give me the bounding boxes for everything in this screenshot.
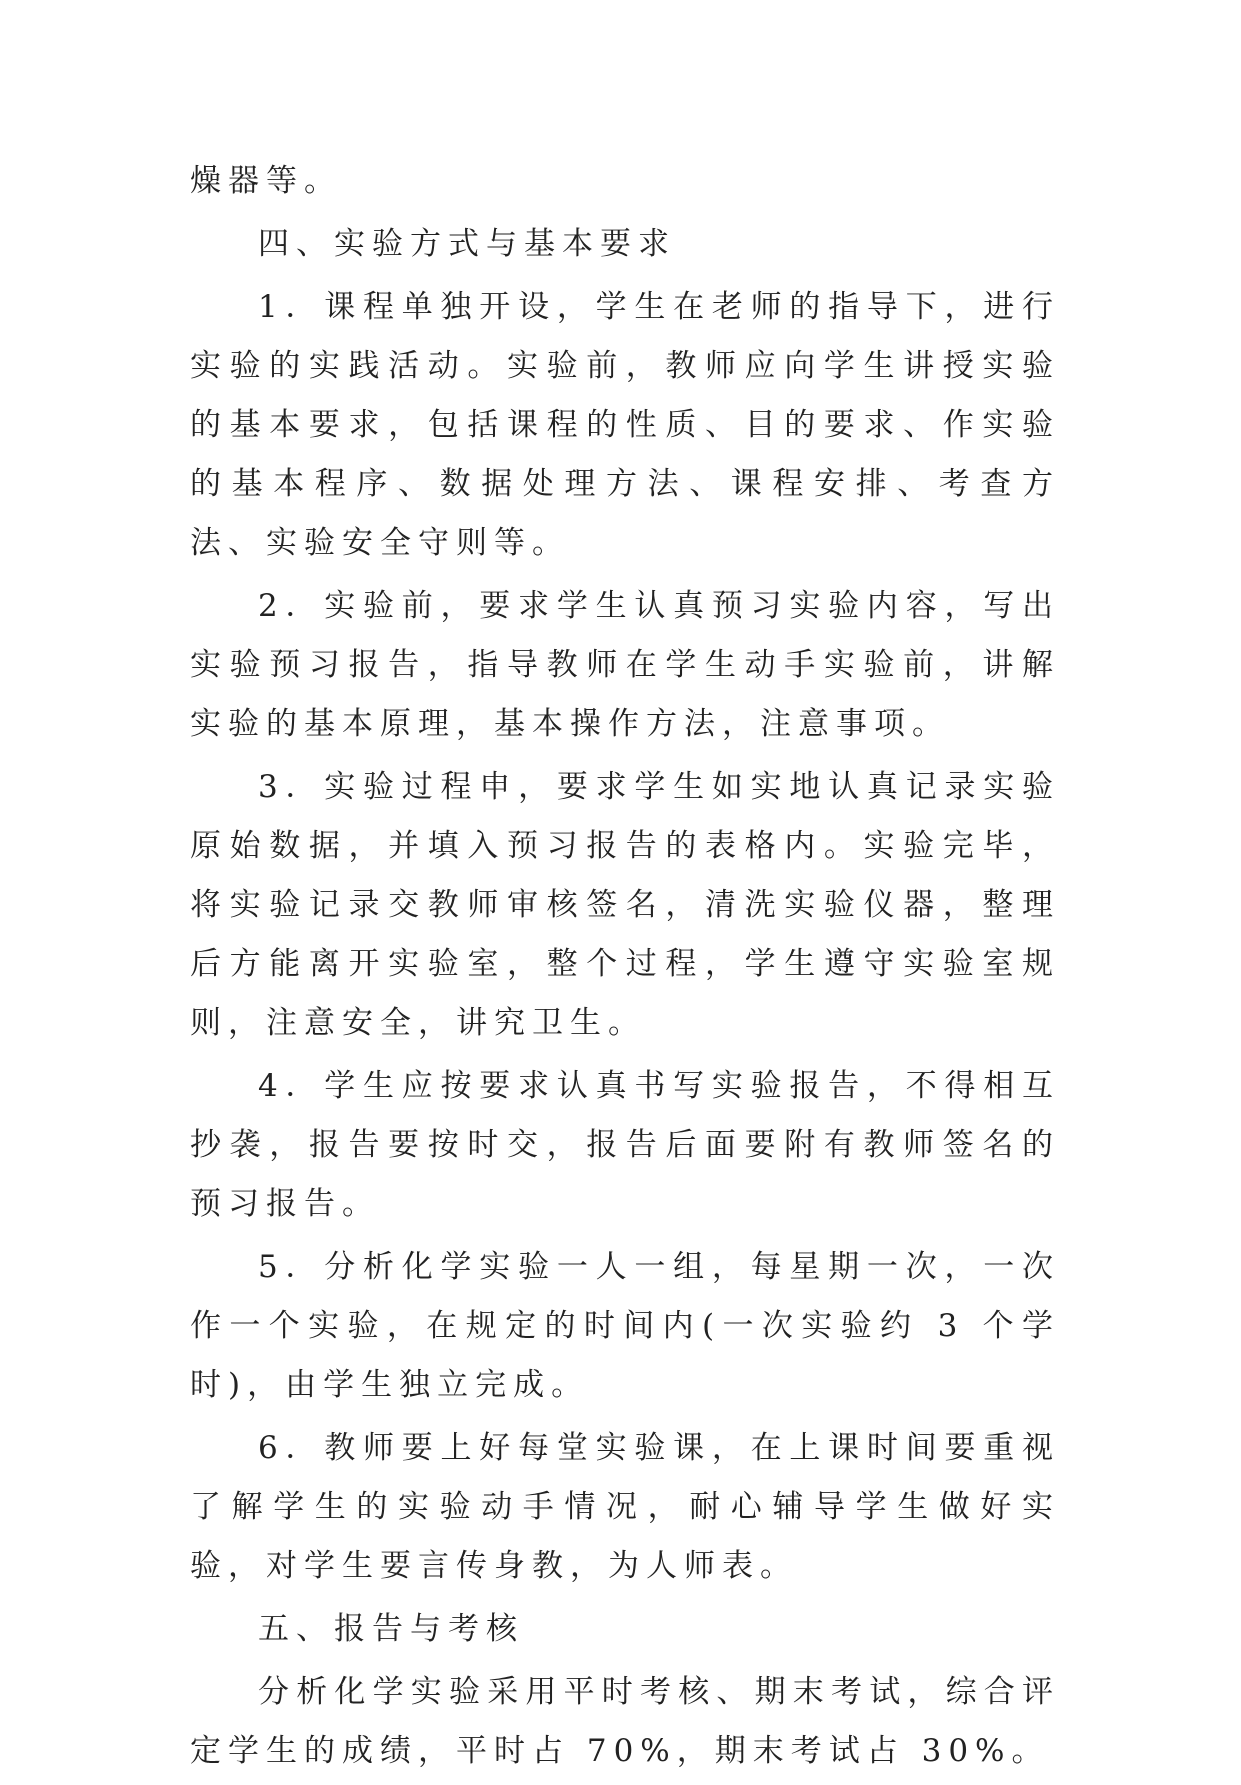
paragraph-continuation: 燥器等。 bbox=[190, 163, 342, 199]
paragraph-item-3: 3．实验过程申，要求学生如实地认真记录实验原始数据，并填入预习报告的表格内。实验完毕，将实验记录交教师审核签名，清洗实验仪器，整理后方能离开实验室，整个过程，学生遵守实验室规则，注意安全，讲究卫生。 bbox=[190, 769, 1060, 1041]
document-page bbox=[190, 152, 1060, 1785]
paragraph-item-1: 1．课程单独开设，学生在老师的指导下，进行实验的实践活动。实验前，教师应向学生讲授实验的基本要求，包括课程的性质、目的要求、作实验的基本程序、数据处理方法、课程安排、考查方法、实验安全守则等。 bbox=[190, 289, 1060, 561]
paragraph-assessment: 分析化学实验采用平时考核、期末考试，综合评定学生的成绩，平时占 70%，期末考试占 30%。 bbox=[190, 1674, 1060, 1769]
paragraph-item-2: 2．实验前，要求学生认真预习实验内容，写出实验预习报告，指导教师在学生动手实验前，讲解实验的基本原理，基本操作方法，注意事项。 bbox=[190, 588, 1060, 742]
section-heading-5: 五、报告与考核 bbox=[258, 1611, 524, 1647]
section-heading-4: 四、实验方式与基本要求 bbox=[258, 226, 676, 262]
paragraph-item-4: 4．学生应按要求认真书写实验报告，不得相互抄袭，报告要按时交，报告后面要附有教师签名的预习报告。 bbox=[190, 1068, 1060, 1222]
paragraph-item-6: 6．教师要上好每堂实验课，在上课时间要重视了解学生的实验动手情况，耐心辅导学生做好实验，对学生要言传身教，为人师表。 bbox=[190, 1430, 1060, 1584]
paragraph-item-5: 5．分析化学实验一人一组，每星期一次，一次作一个实验，在规定的时间内(一次实验约 3 个学时)，由学生独立完成。 bbox=[190, 1249, 1060, 1403]
